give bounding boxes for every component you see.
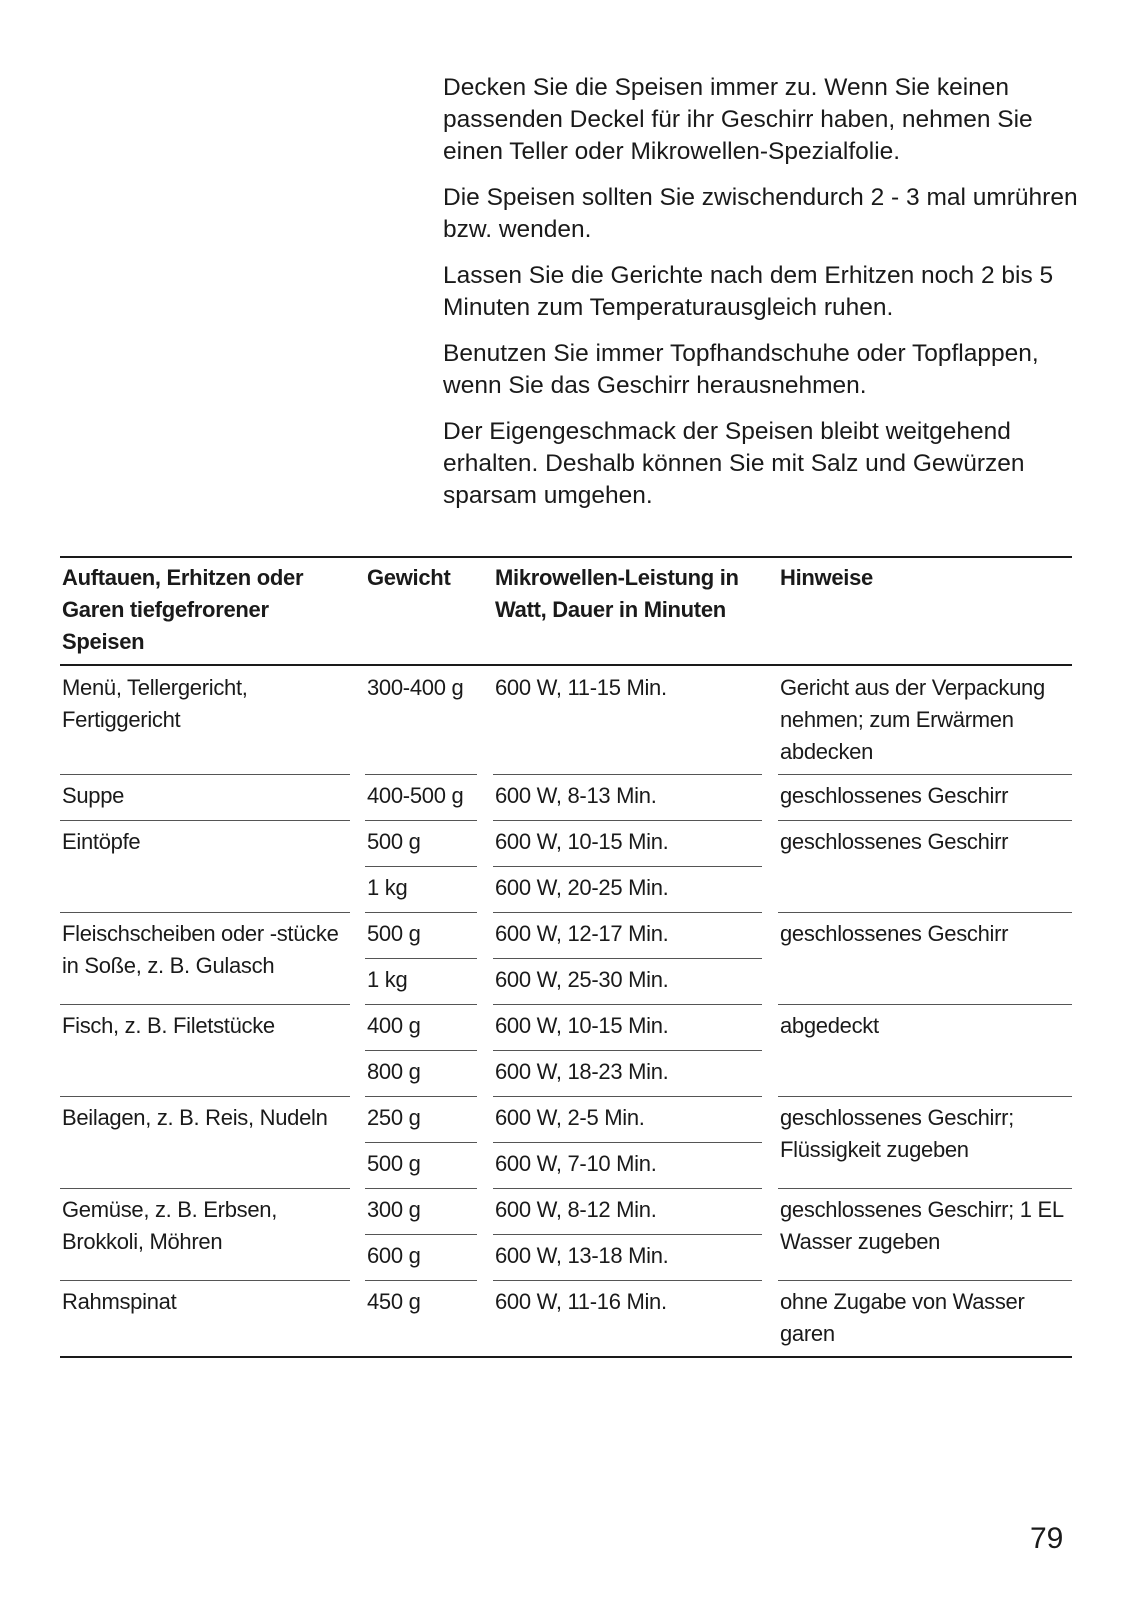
table-row-rule bbox=[493, 1004, 762, 1005]
table-row-rule bbox=[365, 912, 477, 913]
table-cell-weight: 450 g bbox=[367, 1289, 421, 1314]
table-row-rule bbox=[493, 774, 762, 775]
intro-text bbox=[443, 72, 1083, 526]
table-row-rule bbox=[778, 774, 1072, 775]
table-cell-weight: 500 g bbox=[367, 921, 421, 946]
table-row-rule bbox=[365, 1096, 477, 1097]
table-row-rule bbox=[365, 774, 477, 775]
table-row-rule bbox=[778, 1188, 1072, 1189]
table-sub-rule bbox=[365, 866, 477, 867]
table-row-rule bbox=[365, 1188, 477, 1189]
header-weight: Gewicht bbox=[367, 565, 451, 590]
table-row-rule bbox=[493, 1188, 762, 1189]
table-cell-notes: Gericht aus der Verpackung nehmen; zum Erwärmen abdecken bbox=[780, 675, 1045, 764]
table-row-rule bbox=[493, 1096, 762, 1097]
table-cell-food: Fisch, z. B. Filetstücke bbox=[62, 1013, 275, 1038]
table-sub-rule bbox=[365, 1142, 477, 1143]
table-cell-power: 600 W, 7-10 Min. bbox=[495, 1151, 657, 1176]
table-cell-power: 600 W, 11-16 Min. bbox=[495, 1289, 667, 1314]
intro-paragraph: Der Eigengeschmack der Speisen bleibt weitgehend erhalten. Deshalb können Sie mit Salz und Gewürzen sparsam umgehen. bbox=[443, 418, 1025, 509]
table-cell-notes: geschlossenes Geschirr; 1 EL Wasser zugeben bbox=[780, 1197, 1064, 1254]
table-sub-rule bbox=[365, 958, 477, 959]
intro-paragraph: Decken Sie die Speisen immer zu. Wenn Sie keinen passenden Deckel für ihr Geschirr haben, nehmen Sie einen Teller oder Mikrowellen-Spezialfolie. bbox=[443, 74, 1033, 165]
table-cell-food: Rahmspinat bbox=[62, 1289, 177, 1314]
intro-paragraph: Benutzen Sie immer Topfhandschuhe oder Topflappen, wenn Sie das Geschirr herausnehmen. bbox=[443, 340, 1039, 399]
header-notes: Hinweise bbox=[780, 565, 873, 590]
table-cell-power: 600 W, 11-15 Min. bbox=[495, 675, 667, 700]
table-cell-weight: 400-500 g bbox=[367, 783, 464, 808]
table-cell-power: 600 W, 20-25 Min. bbox=[495, 875, 669, 900]
table-cell-food: Gemüse, z. B. Erbsen, Brokkoli, Möhren bbox=[62, 1197, 278, 1254]
page-number: 79 bbox=[1030, 1522, 1064, 1555]
table-sub-rule bbox=[493, 958, 762, 959]
table-cell-food: Menü, Tellergericht, Fertiggericht bbox=[62, 675, 248, 732]
table-row-rule bbox=[778, 1004, 1072, 1005]
table-cell-power: 600 W, 10-15 Min. bbox=[495, 1013, 669, 1038]
table-row-rule bbox=[60, 1280, 350, 1281]
table-bottom-rule bbox=[60, 1356, 1072, 1358]
table-cell-weight: 600 g bbox=[367, 1243, 421, 1268]
table-cell-weight: 250 g bbox=[367, 1105, 421, 1130]
header-food: Auftauen, Erhitzen oder Garen tiefgefrorener Speisen bbox=[62, 565, 304, 654]
table-row-rule bbox=[60, 1004, 350, 1005]
table-cell-notes: geschlossenes Geschirr bbox=[780, 783, 1009, 808]
table-cell-weight: 500 g bbox=[367, 1151, 421, 1176]
table-cell-power: 600 W, 8-12 Min. bbox=[495, 1197, 657, 1222]
header-power: Mikrowellen-Leistung in Watt, Dauer in Minuten bbox=[495, 565, 739, 622]
table-cell-food: Fleischscheiben oder -stücke in Soße, z. B. Gulasch bbox=[62, 921, 339, 978]
table-row-rule bbox=[60, 820, 350, 821]
table-cell-notes: geschlossenes Geschirr; Flüssigkeit zugeben bbox=[780, 1105, 1014, 1162]
table-row-rule bbox=[493, 912, 762, 913]
table-cell-weight: 800 g bbox=[367, 1059, 421, 1084]
table-sub-rule bbox=[365, 1234, 477, 1235]
table-cell-power: 600 W, 13-18 Min. bbox=[495, 1243, 669, 1268]
table-row-rule bbox=[60, 912, 350, 913]
intro-paragraph: Die Speisen sollten Sie zwischendurch 2 - 3 mal umrühren bzw. wenden. bbox=[443, 184, 1078, 243]
table-sub-rule bbox=[365, 1050, 477, 1051]
table-cell-power: 600 W, 10-15 Min. bbox=[495, 829, 669, 854]
table-cell-weight: 300-400 g bbox=[367, 675, 464, 700]
table-cell-power: 600 W, 25-30 Min. bbox=[495, 967, 669, 992]
table-cell-power: 600 W, 2-5 Min. bbox=[495, 1105, 645, 1130]
table-cell-weight: 400 g bbox=[367, 1013, 421, 1038]
table-row-rule bbox=[365, 1280, 477, 1281]
table-row-rule bbox=[493, 1280, 762, 1281]
header-rule bbox=[60, 664, 1072, 666]
table-top-rule bbox=[60, 556, 1072, 558]
table-cell-food: Eintöpfe bbox=[62, 829, 141, 854]
table-row-rule bbox=[365, 1004, 477, 1005]
table-cell-notes: geschlossenes Geschirr bbox=[780, 829, 1009, 854]
table-cell-notes: geschlossenes Geschirr bbox=[780, 921, 1009, 946]
table-cell-weight: 500 g bbox=[367, 829, 421, 854]
table-cell-notes: abgedeckt bbox=[780, 1013, 879, 1038]
table-sub-rule bbox=[493, 1142, 762, 1143]
table-row-rule bbox=[60, 1096, 350, 1097]
table-cell-power: 600 W, 18-23 Min. bbox=[495, 1059, 669, 1084]
table-cell-weight: 1 kg bbox=[367, 967, 408, 992]
intro-paragraph: Lassen Sie die Gerichte nach dem Erhitzen noch 2 bis 5 Minuten zum Temperaturausgleich ruhen. bbox=[443, 262, 1054, 321]
table-sub-rule bbox=[493, 1234, 762, 1235]
table-row-rule bbox=[778, 1280, 1072, 1281]
table-cell-weight: 1 kg bbox=[367, 875, 408, 900]
table-row-rule bbox=[778, 912, 1072, 913]
table-cell-food: Beilagen, z. B. Reis, Nudeln bbox=[62, 1105, 328, 1130]
table-row-rule bbox=[365, 820, 477, 821]
table-cell-food: Suppe bbox=[62, 783, 125, 808]
table-sub-rule bbox=[493, 866, 762, 867]
table-sub-rule bbox=[493, 1050, 762, 1051]
table-cell-power: 600 W, 8-13 Min. bbox=[495, 783, 657, 808]
table-cell-power: 600 W, 12-17 Min. bbox=[495, 921, 669, 946]
table-row-rule bbox=[60, 774, 350, 775]
table-cell-weight: 300 g bbox=[367, 1197, 421, 1222]
table-row-rule bbox=[60, 1188, 350, 1189]
table-row-rule bbox=[778, 820, 1072, 821]
table-row-rule bbox=[778, 1096, 1072, 1097]
table-row-rule bbox=[493, 820, 762, 821]
table-cell-notes: ohne Zugabe von Wasser garen bbox=[780, 1289, 1025, 1346]
